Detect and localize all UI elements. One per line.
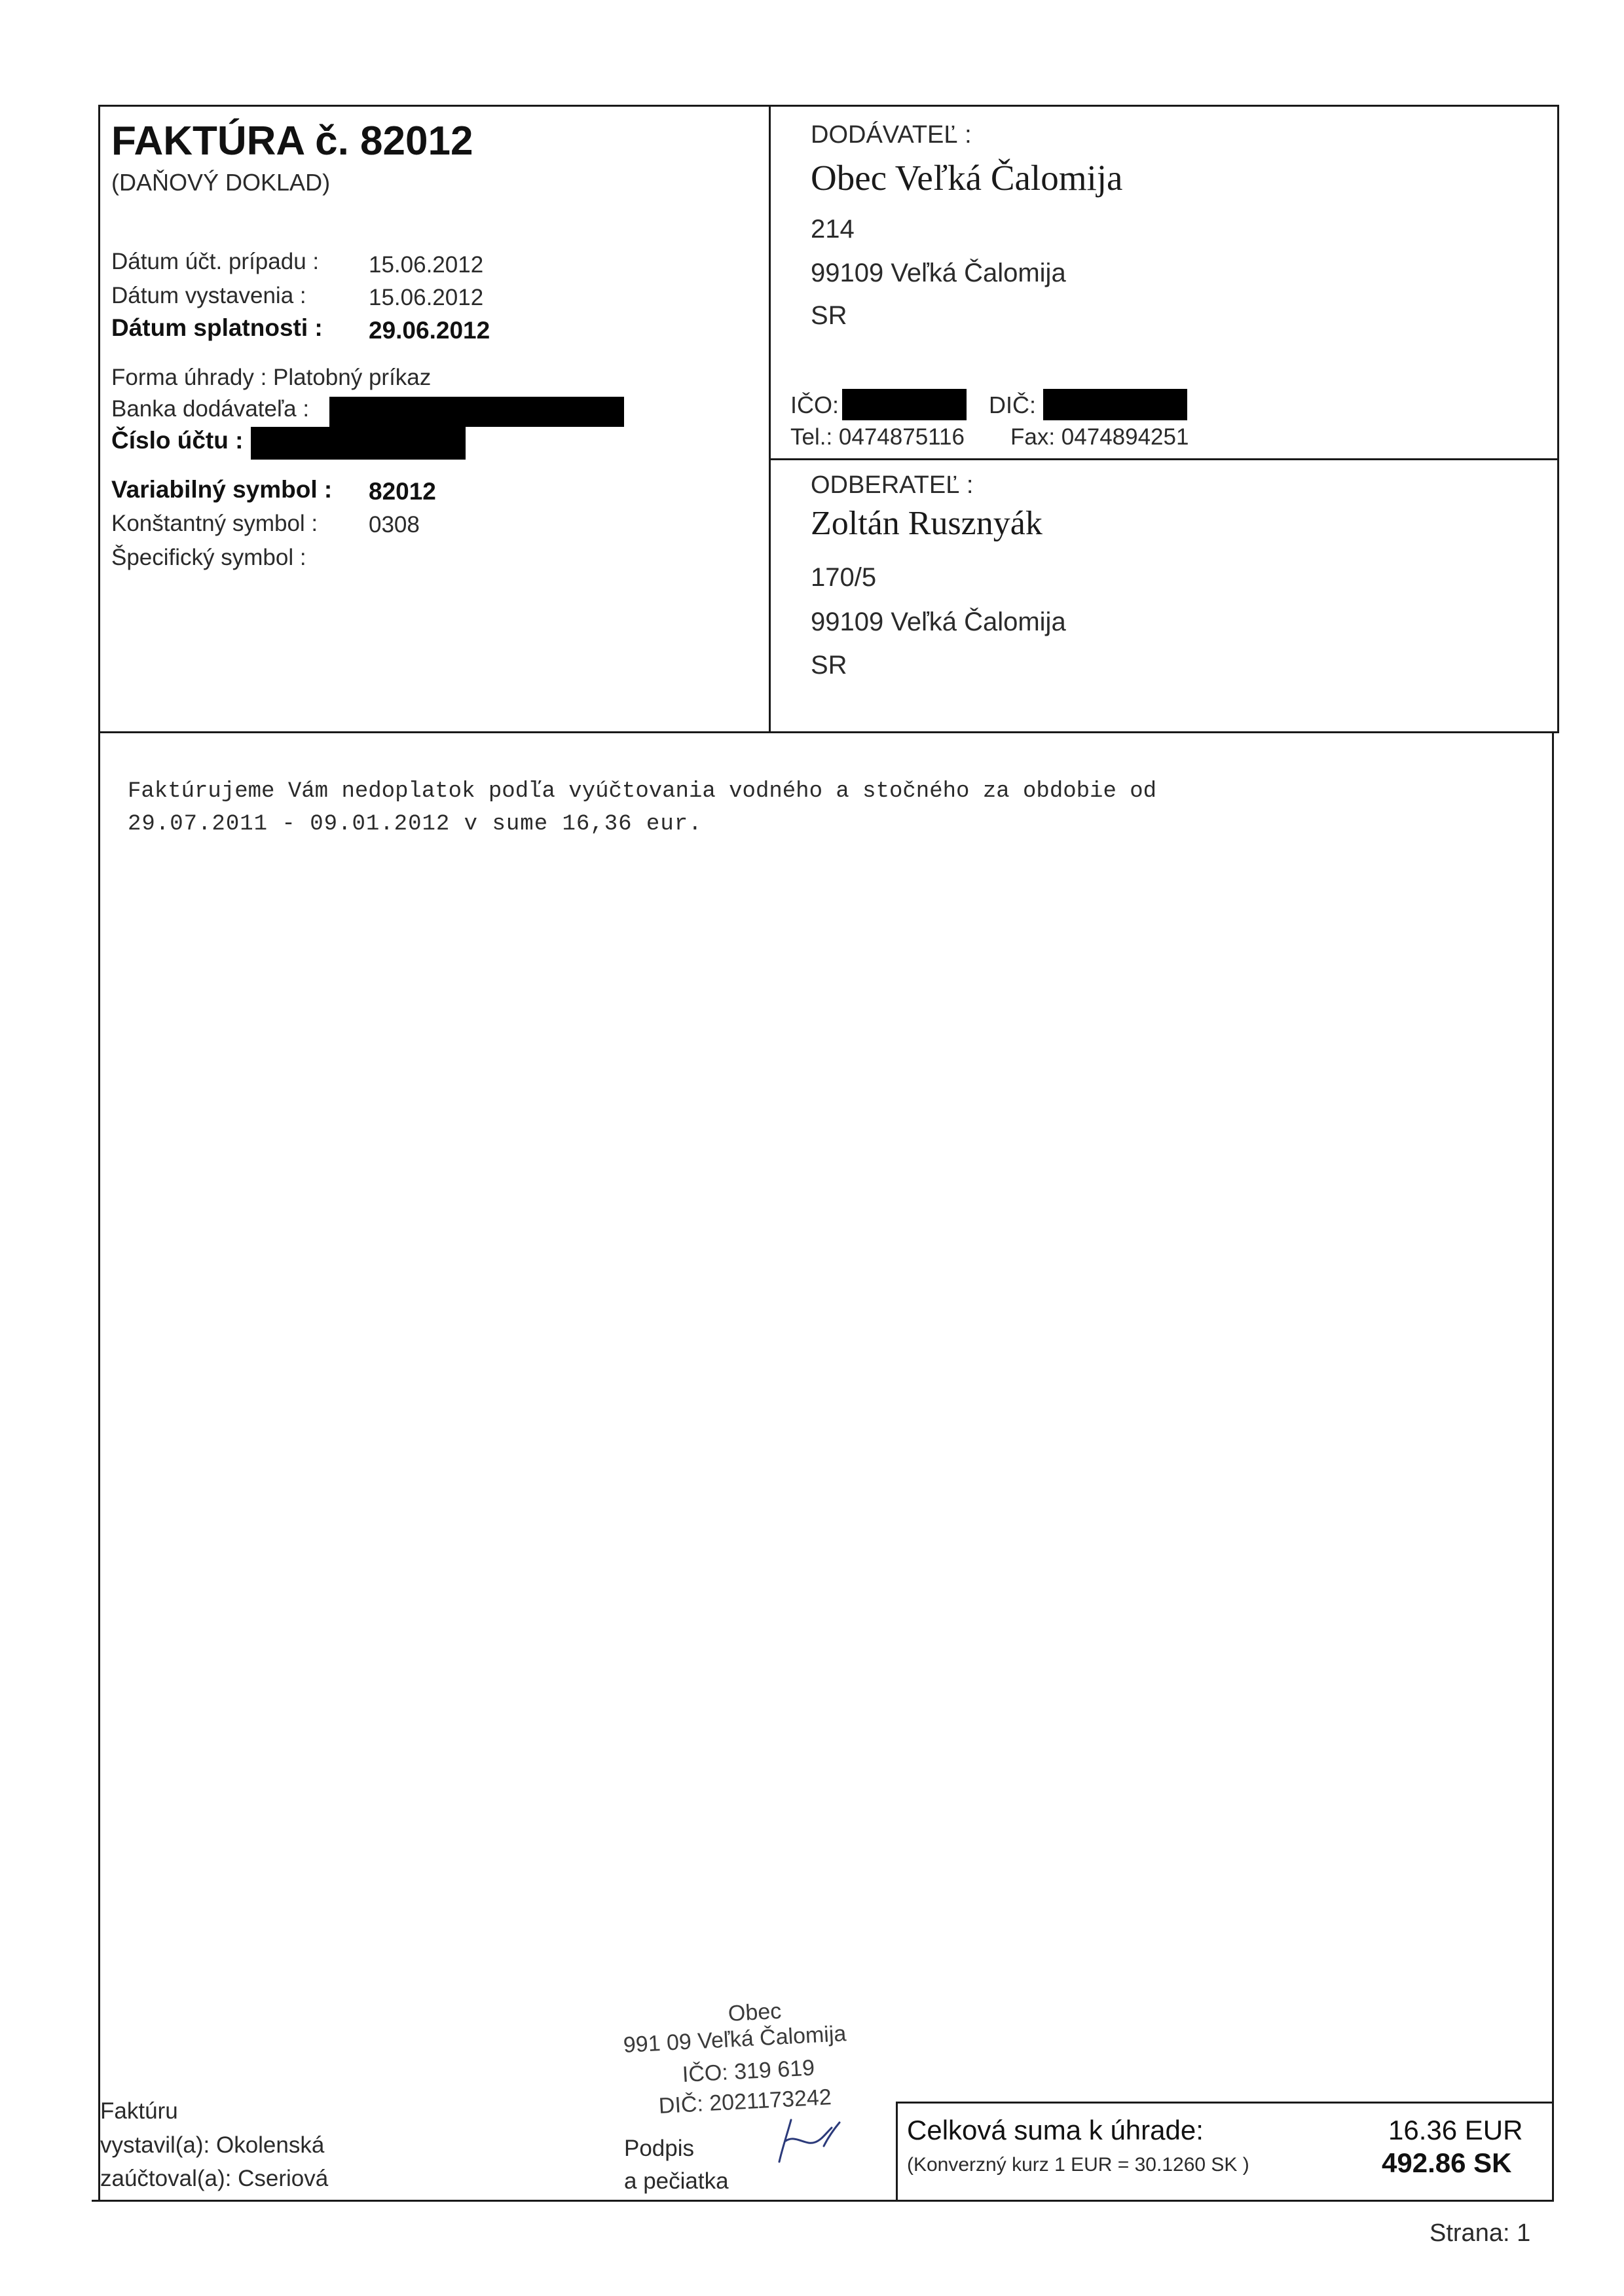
header-bottom: [98, 731, 1559, 733]
page-number: Strana: 1: [1430, 2219, 1531, 2247]
label-due-date: Dátum splatnosti :: [111, 314, 323, 341]
value-issue-date: 15.06.2012: [369, 285, 484, 310]
customer-address-line-2: 99109 Veľká Čalomija: [811, 608, 1066, 636]
supplier-tel: Tel.: 0474875116: [790, 424, 965, 450]
customer-address-line-3: SR: [811, 651, 847, 680]
body-text-line-1: Faktúrujeme Vám nedoplatok podľa vyúčtovania vodného a stočného za obdobie od: [128, 779, 1157, 804]
conversion-rate: (Konverzný kurz 1 EUR = 30.1260 SK ): [907, 2154, 1249, 2176]
value-variable-symbol: 82012: [369, 478, 436, 505]
invoice-title: FAKTÚRA č. 82012: [111, 118, 473, 164]
header-divider: [769, 105, 771, 733]
bank-redaction: [329, 397, 624, 427]
stamp-line-1: Obec: [727, 1998, 783, 2026]
stamp-line-2: 991 09 Veľká Čalomija: [622, 2021, 847, 2058]
supplier-ico-label: IČO:: [790, 392, 840, 418]
total-box-top: [896, 2102, 1552, 2104]
supplier-dic-redaction: [1043, 389, 1187, 420]
label-variable-symbol: Variabilný symbol :: [111, 476, 333, 503]
footer-sign-line-1: Podpis: [624, 2136, 695, 2161]
frame-left: [98, 105, 100, 2200]
supplier-heading: DODÁVATEĽ :: [811, 121, 972, 149]
account-redaction: [251, 427, 466, 460]
account-label: Číslo účtu :: [111, 427, 244, 454]
total-eur: 16.36 EUR: [1388, 2115, 1523, 2145]
stamp-line-3: IČO: 319 619: [681, 2055, 815, 2087]
footer-issued-line-1: Faktúru: [100, 2098, 178, 2124]
frame-top: [98, 105, 1559, 107]
total-box-left: [896, 2102, 898, 2201]
bank-label: Banka dodávateľa :: [111, 396, 310, 422]
label-constant-symbol: Konštantný symbol :: [111, 511, 318, 536]
supplier-name: Obec Veľká Čalomija: [811, 158, 1123, 198]
supplier-fax: Fax: 0474894251: [1010, 424, 1189, 450]
supplier-dic-label: DIČ:: [989, 392, 1036, 418]
frame-right: [1557, 105, 1559, 733]
customer-name: Zoltán Rusznyák: [811, 505, 1043, 542]
supplier-customer-divider: [769, 458, 1559, 460]
supplier-address-line-3: SR: [811, 301, 847, 330]
body-text-line-2: 29.07.2011 - 09.01.2012 v sume 16,36 eur.: [128, 812, 703, 837]
value-constant-symbol: 0308: [369, 512, 420, 538]
supplier-ico-redaction: [842, 389, 967, 420]
supplier-address-line-1: 214: [811, 215, 855, 244]
label-issue-date: Dátum vystavenia :: [111, 283, 306, 308]
signature: [760, 2115, 845, 2167]
footer-issued-line-3: zaúčtoval(a): Cseriová: [100, 2166, 329, 2191]
body-right: [1552, 731, 1554, 2201]
value-due-date: 29.06.2012: [369, 317, 490, 344]
footer-issued-line-2: vystavil(a): Okolenská: [100, 2132, 325, 2158]
stamp-line-4: DIČ: 2021173242: [657, 2085, 832, 2119]
footer-sign-line-2: a pečiatka: [624, 2168, 729, 2194]
payment-form: Forma úhrady : Platobný príkaz: [111, 365, 432, 390]
supplier-address-line-2: 99109 Veľká Čalomija: [811, 259, 1066, 287]
customer-heading: ODBERATEĽ :: [811, 471, 974, 499]
label-specific-symbol: Špecifický symbol :: [111, 545, 306, 570]
label-accounting-date: Dátum účt. prípadu :: [111, 249, 320, 274]
value-accounting-date: 15.06.2012: [369, 252, 484, 278]
total-sk: 492.86 SK: [1382, 2147, 1512, 2178]
invoice-subtitle: (DAŇOVÝ DOKLAD): [111, 169, 331, 196]
customer-address-line-1: 170/5: [811, 563, 877, 592]
total-label: Celková suma k úhrade:: [907, 2115, 1204, 2145]
frame-bottom: [92, 2200, 1554, 2202]
